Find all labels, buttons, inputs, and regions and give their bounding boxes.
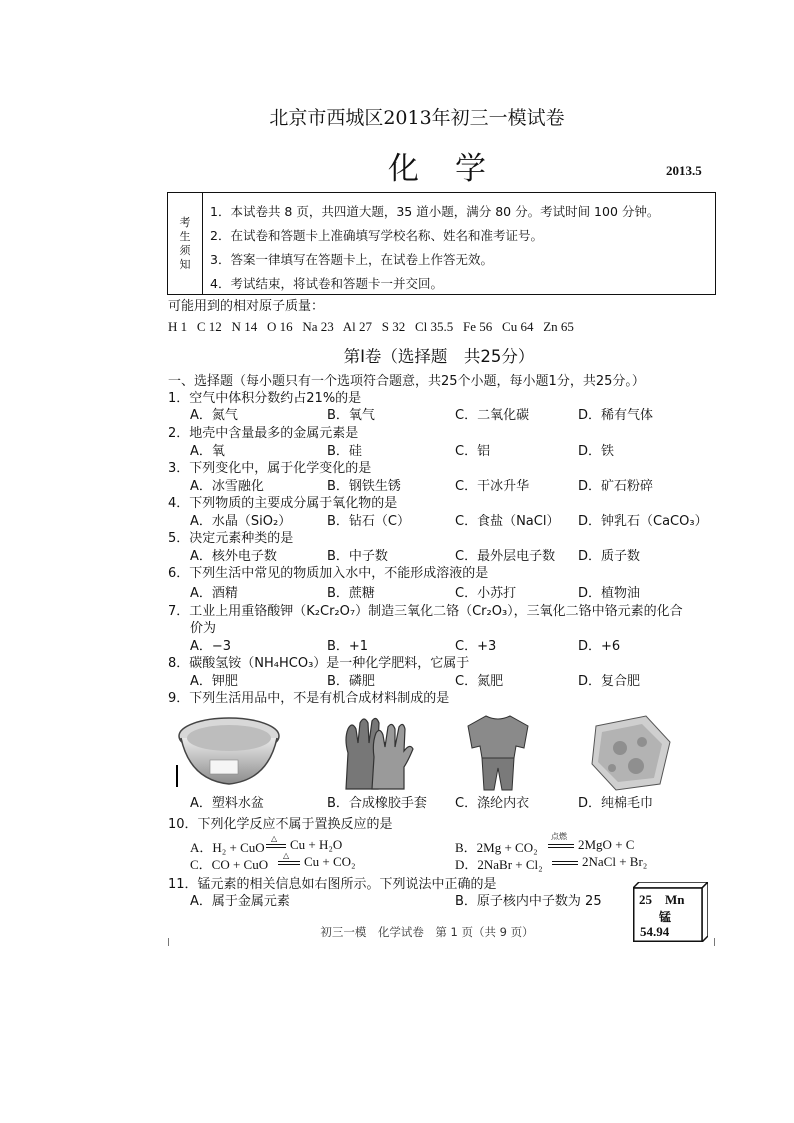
option-b-product: 2MgO + C <box>578 837 635 852</box>
notice-item: 3．答案一律填写在答题卡上，在试卷上作答无效。 <box>210 252 493 267</box>
option-b: B．合成橡胶手套 <box>327 796 427 811</box>
reaction-arrow <box>548 843 574 849</box>
notice-label-char: 知 <box>179 257 191 271</box>
notice-box <box>167 192 716 295</box>
option-d: D．2NaBr + Cl₂ <box>455 857 543 872</box>
exam-date: 2013.5 <box>666 163 702 178</box>
question-stem: 4．下列物质的主要成分属于氧化物的是 <box>168 496 398 511</box>
question-stem: 9．下列生活用品中，不是有机合成材料制成的是 <box>168 691 450 706</box>
question-stem: 7．工业上用重铬酸钾（K₂Cr₂O₇）制造三氧化二铬（Cr₂O₃），三氧化二铬中铬元素的化合 <box>168 604 683 619</box>
question-stem-cont: 价为 <box>190 621 217 636</box>
exam-title: 北京市西城区2013年初三一模试卷 <box>269 107 565 129</box>
option-c-product: Cu + CO₂ <box>304 854 356 869</box>
element-name: 锰 <box>659 910 672 924</box>
option-a: A．塑料水盆 <box>190 796 264 811</box>
notice-label-char: 考 <box>179 215 191 229</box>
notice-item: 1．本试卷共 8 页，共四道大题，35 道小题，满分 80 分。考试时间 100 分钟。 <box>210 204 660 219</box>
question-stem: 1．空气中体积分数约占21%的是 <box>168 391 362 406</box>
option-c: C．铝 <box>455 444 491 459</box>
option-a: A．酒精 <box>190 586 238 601</box>
option-d: D．复合肥 <box>578 674 641 689</box>
notice-label-char: 须 <box>179 243 191 257</box>
option-b: B．原子核内中子数为 25 <box>455 894 602 909</box>
section-instruction: 一、选择题（每小题只有一个选项符合题意，共25个小题，每小题1分，共25分。） <box>168 374 645 389</box>
option-b: B．钻石（C） <box>327 514 410 529</box>
heat-condition: △ <box>283 851 290 860</box>
option-b: B．钢铁生锈 <box>327 479 401 494</box>
rubber-gloves-image <box>338 713 414 793</box>
option-b: B．2Mg + CO₂ <box>455 840 538 855</box>
option-d: D．矿石粉碎 <box>578 479 654 494</box>
option-c: C．二氧化碳 <box>455 408 530 423</box>
notice-item: 2．在试卷和答题卡上准确填写学校名称、姓名和准考证号。 <box>210 228 543 243</box>
atomic-mass-intro: 可能用到的相对原子质量： <box>168 299 325 314</box>
cotton-towel-image <box>590 712 672 792</box>
option-b: B．中子数 <box>327 549 388 564</box>
option-d: D．植物油 <box>578 586 641 601</box>
option-a: A．核外电子数 <box>190 549 277 564</box>
option-a: A．水晶（SiO₂） <box>190 514 292 529</box>
plastic-basin-image <box>176 714 282 790</box>
option-c: C．+3 <box>455 639 497 654</box>
question-stem: 5．决定元素种类的是 <box>168 531 294 546</box>
notice-item: 4．考试结束，将试卷和答题卡一并交回。 <box>210 276 443 291</box>
option-a: A．−3 <box>190 639 232 654</box>
option-b: B．+1 <box>327 639 369 654</box>
reaction-arrow <box>278 860 300 866</box>
option-d: D．钟乳石（CaCO₃） <box>578 514 708 529</box>
option-d: D．+6 <box>578 639 621 654</box>
option-a: A．H₂ + CuO <box>190 840 265 855</box>
option-d-product: 2NaCl + Br₂ <box>582 854 648 869</box>
question-stem: 10．下列化学反应不属于置换反应的是 <box>168 817 393 832</box>
text-cursor-mark <box>176 765 178 787</box>
element-mass: 54.94 <box>640 924 670 939</box>
notice-label <box>168 193 203 294</box>
option-c: C．食盐（NaCl） <box>455 514 560 529</box>
option-c: C．最外层电子数 <box>455 549 556 564</box>
element-number: 25 <box>639 892 652 907</box>
atomic-mass-values: H 1 C 12 N 14 O 16 Na 23 Al 27 S 32 Cl 35.5 Fe 56 Cu 64 Zn 65 <box>168 319 574 334</box>
option-a: A．氧 <box>190 444 225 459</box>
question-stem: 11．锰元素的相关信息如右图所示。下列说法中正确的是 <box>168 877 497 892</box>
option-c: C．氮肥 <box>455 674 504 689</box>
question-stem: 8．碳酸氢铵（NH₄HCO₃）是一种化学肥料，它属于 <box>168 656 470 671</box>
element-symbol: Mn <box>665 892 685 907</box>
option-a: A．冰雪融化 <box>190 479 264 494</box>
reaction-arrow <box>552 860 578 866</box>
option-b: B．磷肥 <box>327 674 375 689</box>
question-stem: 6．下列生活中常见的物质加入水中，不能形成溶液的是 <box>168 566 489 581</box>
polyester-underwear-image <box>466 712 530 792</box>
option-b: B．硅 <box>327 444 362 459</box>
subject-title: 化学 <box>388 151 522 187</box>
option-d: D．铁 <box>578 444 615 459</box>
question-stem: 3．下列变化中，属于化学变化的是 <box>168 461 372 476</box>
option-c: C．小苏打 <box>455 586 517 601</box>
option-d: D．稀有气体 <box>578 408 654 423</box>
option-c: C．CO + CuO <box>190 857 269 872</box>
option-a: A．氮气 <box>190 408 238 423</box>
option-c: C．干冰升华 <box>455 479 530 494</box>
heat-condition: △ <box>271 834 278 843</box>
option-b: B．蔗糖 <box>327 586 375 601</box>
option-a: A．钾肥 <box>190 674 238 689</box>
page-footer: 初三一模 化学试卷 第 1 页（共 9 页） <box>320 925 534 939</box>
notice-label-char: 生 <box>179 229 191 243</box>
option-b: B．氧气 <box>327 408 375 423</box>
reaction-arrow <box>266 843 286 849</box>
question-stem: 2．地壳中含量最多的金属元素是 <box>168 426 359 441</box>
crop-mark <box>168 938 169 946</box>
option-d: D．纯棉毛巾 <box>578 796 654 811</box>
crop-mark <box>714 938 715 946</box>
option-a: A．属于金属元素 <box>190 894 290 909</box>
section-heading: 第Ⅰ卷（选择题 共25分） <box>343 347 535 366</box>
option-d: D．质子数 <box>578 549 641 564</box>
option-a-product: Cu + H₂O <box>290 837 343 852</box>
option-c: C．涤纶内衣 <box>455 796 530 811</box>
ignite-condition: 点燃 <box>551 832 567 841</box>
